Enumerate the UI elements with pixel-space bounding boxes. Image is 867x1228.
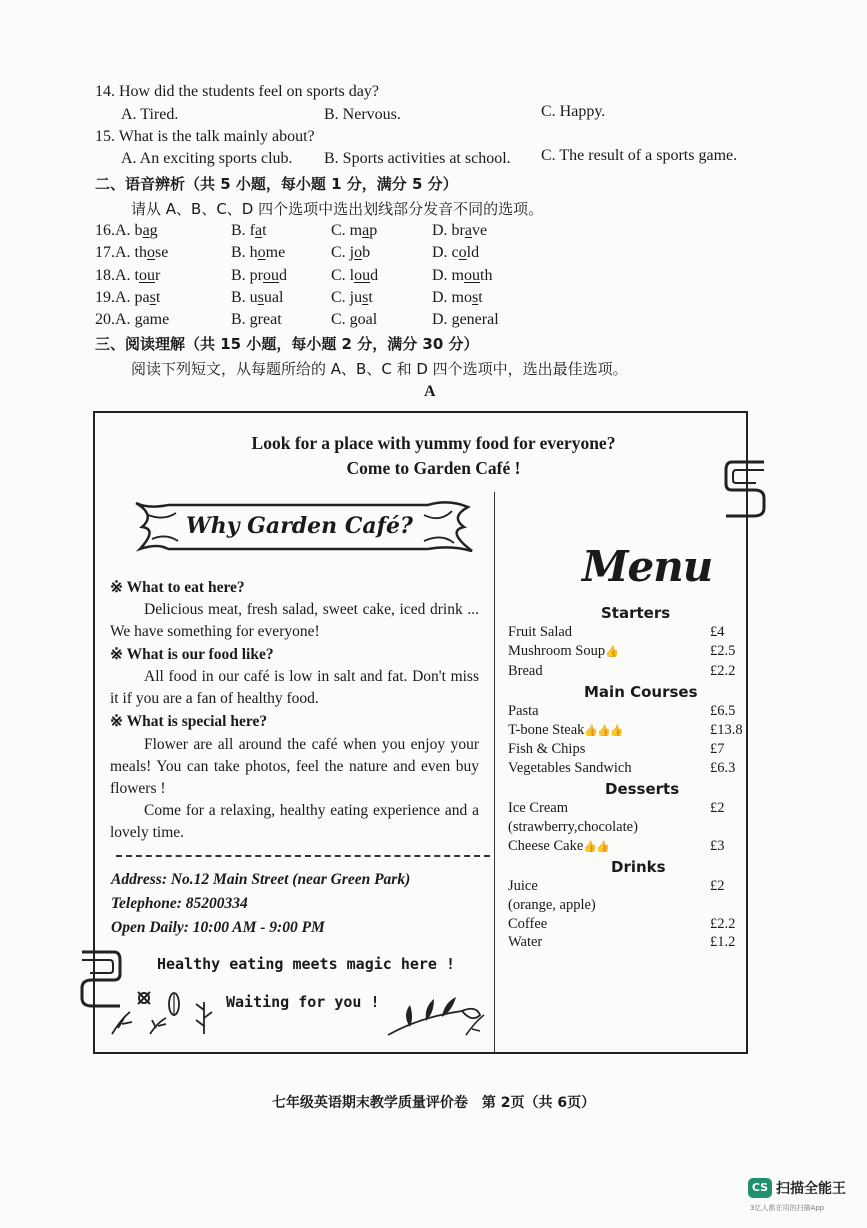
underlined-sound: g — [134, 311, 143, 328]
menu-item-cheese-cake: Cheese Cake👍👍 — [508, 838, 609, 854]
question-number: 17. — [95, 244, 115, 261]
question-number: 16. — [95, 222, 115, 239]
menu-item-bread: Bread — [508, 663, 543, 679]
menu-price-ice-cream: £2 — [710, 800, 725, 816]
option-prefix: C. ju — [331, 289, 363, 306]
underlined-sound: ou — [354, 267, 371, 284]
phonics-option — [432, 267, 492, 285]
question-heading-2: ※ What is our food like? — [110, 646, 274, 663]
menu-item-vegetables-sandwich: Vegetables Sandwich — [508, 760, 632, 776]
underlined-sound: a — [464, 222, 472, 239]
option-suffix: g — [149, 222, 158, 239]
option-prefix: B. u — [231, 289, 258, 306]
underlined-sound: o — [354, 244, 363, 261]
menu-heading-starters: Starters — [601, 604, 671, 622]
menu-heading-main-courses: Main Courses — [584, 683, 698, 701]
menu-price-pasta: £6.5 — [710, 703, 736, 719]
menu-item-t-bone-steak: T-bone Steak👍👍👍 — [508, 722, 623, 738]
menu-price-vegetables-sandwich: £6.3 — [710, 760, 736, 776]
menu-note-juice: (orange, apple) — [508, 897, 596, 913]
opening-hours: Open Daily: 10:00 AM - 9:00 PM — [111, 919, 325, 936]
option-suffix: t — [368, 289, 373, 306]
underlined-sound: g — [249, 311, 258, 328]
phonics-option — [432, 244, 479, 262]
phonics-option — [95, 311, 169, 329]
option-suffix: reat — [257, 311, 282, 328]
option-suffix: ame — [142, 311, 170, 328]
paragraph-special: Flower are all around the café when you enjoy your meals! You can take photos, feel the nature and even buy flowers ! — [110, 736, 479, 797]
thumbs-up-icon: 👍👍 — [583, 841, 609, 853]
telephone: Telephone: 85200334 — [111, 895, 248, 912]
phonics-option — [331, 222, 377, 240]
phonics-option — [95, 244, 168, 262]
flower-decoration-left — [108, 988, 218, 1038]
option-prefix: C. — [331, 311, 350, 328]
thumbs-up-icon: 👍 — [605, 646, 618, 658]
phonics-option — [432, 289, 483, 307]
menu-title: Menu — [582, 542, 713, 591]
banner-title: Why Garden Café? — [186, 513, 413, 539]
option-prefix: C. j — [331, 244, 355, 261]
scanner-app-name: 扫描全能王 — [776, 1181, 846, 1197]
section-3-title: 三、阅读理解（共 15 小题，每小题 2 分，满分 30 分） — [95, 335, 479, 353]
underlined-sound: ou — [263, 267, 279, 284]
paragraph-closing: Come for a relaxing, healthy eating experience and a lovely time. — [110, 802, 479, 841]
menu-price-fruit-salad: £4 — [710, 624, 725, 640]
option-prefix: D. m — [432, 267, 464, 284]
section-2-instruction: 请从 A、B、C、D 四个选项中选出划线部分发音不同的选项。 — [131, 200, 544, 218]
phonics-option — [331, 289, 373, 307]
option-prefix: B. — [231, 311, 250, 328]
thumbs-up-icon: 👍👍👍 — [584, 725, 623, 737]
menu-item-mushroom-soup: Mushroom Soup👍 — [508, 643, 618, 659]
underlined-sound: ou — [464, 267, 480, 284]
option-prefix: A. th — [115, 244, 147, 261]
question-15-option-c: C. The result of a sports game. — [541, 147, 738, 164]
phonics-option — [231, 222, 267, 240]
option-prefix: B. pr — [231, 267, 263, 284]
section-2-title: 二、语音辨析（共 5 小题，每小题 1 分，满分 5 分） — [95, 175, 458, 193]
option-prefix: B. h — [231, 244, 258, 261]
option-suffix: t — [478, 289, 483, 306]
phonics-option — [231, 244, 285, 262]
menu-item-ice-cream: Ice Cream — [508, 800, 568, 816]
scanner-tagline: 3亿人都在用的扫描App — [750, 1204, 825, 1212]
underlined-sound: s — [257, 289, 264, 306]
option-suffix: ual — [263, 289, 284, 306]
question-14-option-c: C. Happy. — [541, 103, 606, 120]
question-14-stem: 14. How did the students feel on sports day? — [95, 83, 379, 100]
dashed-separator — [116, 855, 490, 857]
underlined-sound: ou — [139, 267, 155, 284]
underlined-sound: o — [257, 244, 266, 261]
menu-price-water: £1.2 — [710, 934, 736, 950]
option-prefix: A. b — [115, 222, 143, 239]
option-suffix: oal — [357, 311, 378, 328]
option-prefix: C. m — [331, 222, 363, 239]
menu-price-mushroom-soup: £2.5 — [710, 643, 736, 659]
underlined-sound: g — [451, 311, 460, 328]
option-prefix: D. — [432, 311, 452, 328]
paragraph-what-to-eat: Delicious meat, fresh salad, sweet cake, iced drink ... We have something for everyone! — [110, 601, 479, 640]
question-15-stem: 15. What is the talk mainly about? — [95, 128, 315, 145]
option-prefix: B. f — [231, 222, 255, 239]
option-suffix: d — [279, 267, 287, 284]
option-suffix: r — [155, 267, 161, 284]
underlined-sound: o — [458, 244, 467, 261]
menu-price-juice: £2 — [710, 878, 725, 894]
question-14-option-b: B. Nervous. — [324, 106, 401, 123]
phonics-option — [432, 311, 499, 329]
menu-item-pasta: Pasta — [508, 703, 539, 719]
slogan-1: Healthy eating meets magic here ! — [157, 955, 456, 973]
address: Address: No.12 Main Street (near Green Park) — [111, 871, 411, 888]
underlined-sound: a — [255, 222, 263, 239]
phonics-option — [95, 289, 160, 307]
paragraph-food-like: All food in our café is low in salt and fat. Don't miss it if you are a fan of healthy food. — [110, 668, 479, 707]
option-suffix: t — [262, 222, 267, 239]
phonics-option — [231, 289, 283, 307]
option-prefix: C. l — [331, 267, 355, 284]
menu-price-cheese-cake: £3 — [710, 838, 725, 854]
question-number: 20. — [95, 311, 115, 328]
menu-note-ice-cream: (strawberry,chocolate) — [508, 819, 638, 835]
option-prefix: A. — [115, 311, 135, 328]
phonics-option — [231, 311, 282, 329]
underlined-sound: o — [147, 244, 155, 261]
question-15-option-b: B. Sports activities at school. — [324, 150, 511, 167]
menu-price-coffee: £2.2 — [710, 916, 736, 932]
menu-item-water: Water — [508, 934, 543, 950]
option-prefix: D. br — [432, 222, 465, 239]
underlined-sound: s — [472, 289, 479, 306]
scanner-logo-icon: CS — [748, 1178, 772, 1198]
menu-item-fish-chips: Fish & Chips — [508, 741, 586, 757]
option-prefix: A. pa — [115, 289, 150, 306]
menu-heading-desserts: Desserts — [605, 780, 680, 798]
phonics-option — [95, 267, 160, 285]
option-prefix: D. c — [432, 244, 459, 261]
question-heading-3: ※ What is special here? — [110, 713, 268, 730]
phonics-option — [432, 222, 487, 240]
phonics-option — [331, 244, 370, 262]
option-suffix: t — [155, 289, 161, 306]
menu-price-t-bone-steak: £13.8 — [710, 722, 743, 738]
section-3-instruction: 阅读下列短文，从每题所给的 A、B、C 和 D 四个选项中，选出最佳选项。 — [131, 360, 628, 378]
slogan-2: Waiting for you ! — [226, 993, 380, 1011]
underlined-sound: s — [149, 289, 156, 306]
menu-item-coffee: Coffee — [508, 916, 548, 932]
menu-item-fruit-salad: Fruit Salad — [508, 624, 573, 640]
menu-price-bread: £2.2 — [710, 663, 736, 679]
question-number: 18. — [95, 267, 115, 284]
phonics-option — [231, 267, 287, 285]
ad-headline-2: Come to Garden Café ! — [346, 458, 521, 478]
leaf-decoration-right — [380, 985, 490, 1041]
option-suffix: ld — [466, 244, 480, 261]
option-suffix: ve — [472, 222, 488, 239]
option-suffix: se — [155, 244, 169, 261]
ad-headline-1: Look for a place with yummy food for everyone? — [251, 433, 616, 453]
page-footer: 七年级英语期末教学质量评价卷 第 2页（共 6页） — [271, 1095, 596, 1111]
question-number: 19. — [95, 289, 115, 306]
passage-label: A — [424, 383, 436, 400]
phonics-option — [331, 311, 377, 329]
option-suffix: me — [265, 244, 286, 261]
question-15-option-a: A. An exciting sports club. — [121, 150, 293, 167]
option-prefix: D. mo — [432, 289, 472, 306]
menu-heading-drinks: Drinks — [611, 858, 666, 876]
menu-item-juice: Juice — [508, 878, 538, 894]
phonics-option — [95, 222, 158, 240]
underlined-sound: a — [362, 222, 370, 239]
option-suffix: th — [480, 267, 493, 284]
option-suffix: b — [362, 244, 371, 261]
question-14-option-a: A. Tired. — [121, 106, 179, 123]
option-suffix: eneral — [459, 311, 499, 328]
underlined-sound: a — [142, 222, 150, 239]
underlined-sound: g — [349, 311, 358, 328]
option-prefix: A. t — [115, 267, 139, 284]
underlined-sound: s — [362, 289, 369, 306]
phonics-option — [331, 267, 378, 285]
option-suffix: d — [370, 267, 379, 284]
option-suffix: p — [369, 222, 378, 239]
question-heading-1: ※ What to eat here? — [110, 579, 245, 596]
menu-price-fish-chips: £7 — [710, 741, 725, 757]
column-divider — [494, 492, 495, 1052]
